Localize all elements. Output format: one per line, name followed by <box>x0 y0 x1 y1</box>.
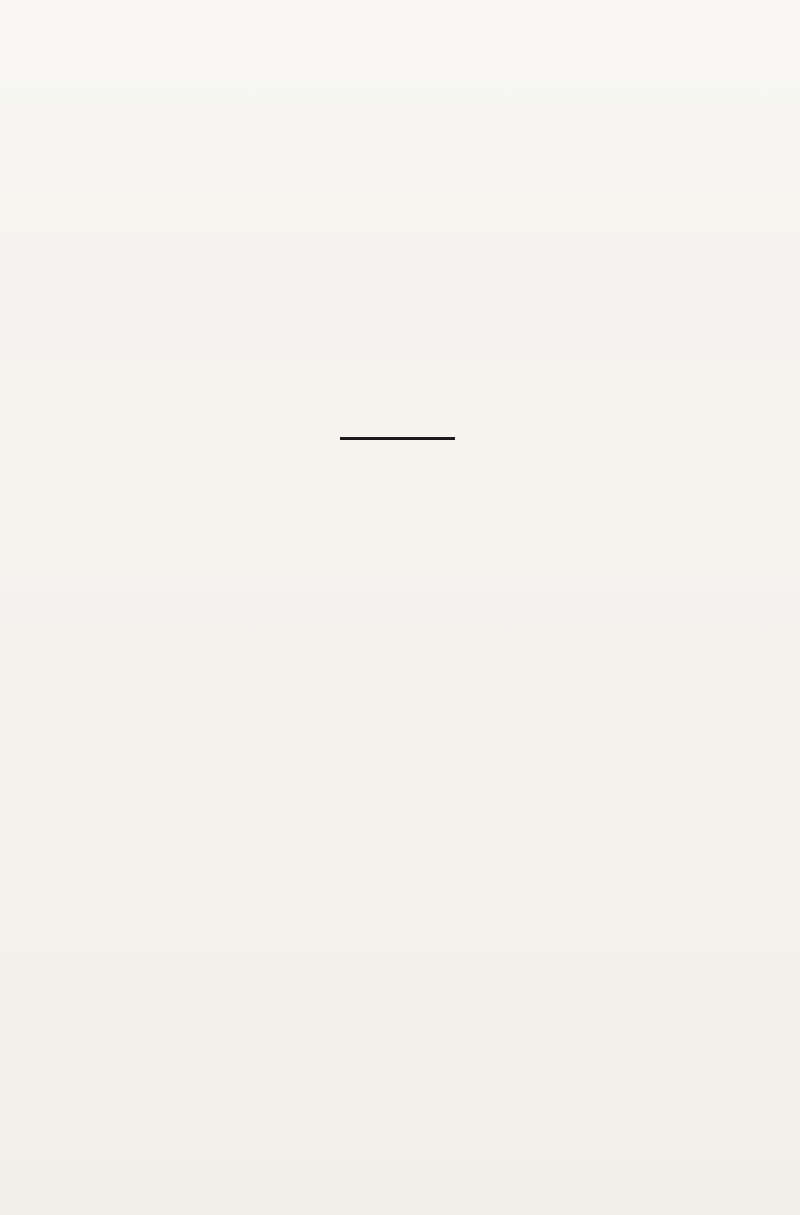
running-head <box>112 97 684 127</box>
section-divider <box>340 437 455 440</box>
